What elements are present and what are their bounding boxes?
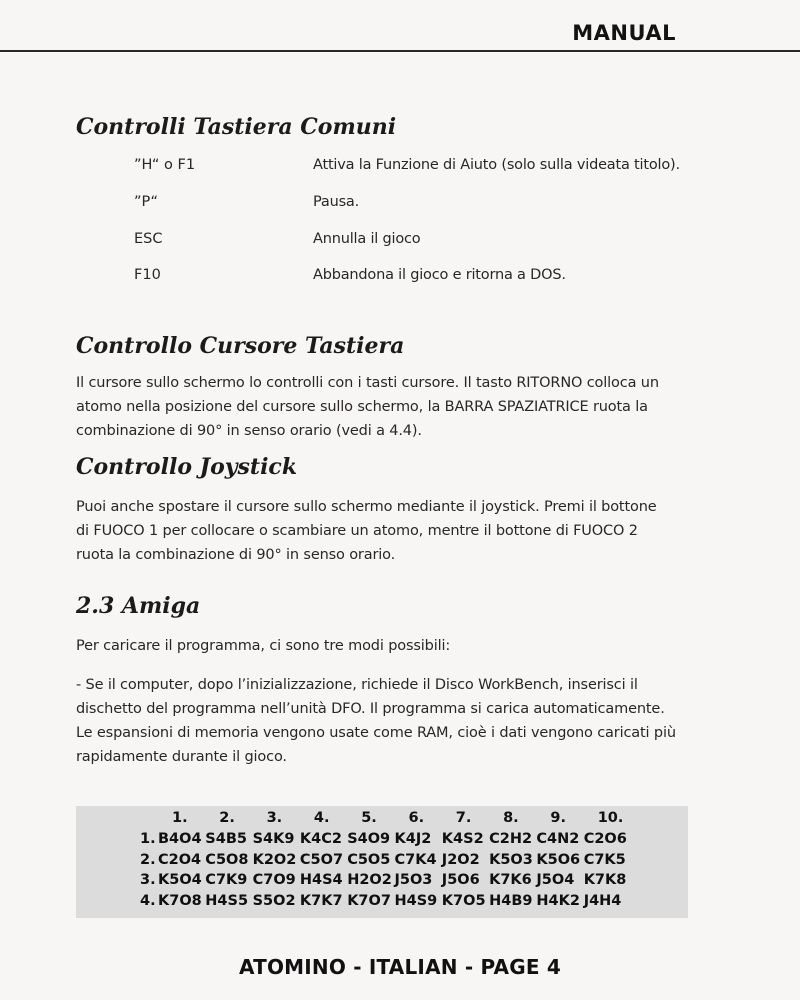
password-code: C7O9	[252, 872, 296, 888]
key-label: ESC	[134, 231, 163, 247]
password-code: S4O9	[347, 831, 391, 847]
password-code: C4N2	[536, 831, 580, 847]
page-footer: ATOMINO - ITALIAN - PAGE 4	[239, 955, 561, 979]
password-code: C2O4	[158, 851, 202, 868]
password-code: C5O5	[347, 851, 391, 868]
password-code: C2O6	[583, 831, 627, 847]
amiga-paragraph	[76, 673, 694, 769]
password-code: K7O5	[441, 892, 486, 909]
password-code: K4S2	[441, 831, 484, 847]
password-code: J4H4	[583, 892, 622, 909]
key-description: Pausa.	[313, 194, 360, 210]
paragraph-line: - Se il computer, dopo l’inizializzazione, richiede il Disco WorkBench, inserisci il	[76, 677, 638, 693]
paragraph-line: di FUOCO 1 per collocare o scambiare un atomo, mentre il bottone di FUOCO 2	[76, 523, 638, 539]
page-header	[0, 0, 800, 52]
password-code: H4S9	[394, 892, 438, 909]
key-label: ”P“	[134, 194, 159, 210]
heading-cursor-control: Controllo Cursore Tastiera	[76, 333, 405, 359]
password-code: K4J2	[394, 831, 432, 847]
password-code: H2O2	[347, 872, 392, 888]
key-row-f10	[0, 267, 800, 289]
key-label: F10	[134, 267, 161, 283]
key-description: Annulla il gioco	[313, 231, 421, 247]
joystick-paragraph	[76, 495, 694, 567]
password-table	[76, 806, 688, 918]
password-column-header: 6.	[408, 810, 425, 826]
key-description: Attiva la Funzione di Aiuto (solo sulla videata titolo).	[313, 157, 680, 173]
password-code: K7O7	[347, 892, 391, 909]
paragraph-line: Per caricare il programma, ci sono tre modi possibili:	[76, 638, 451, 654]
header-rule	[0, 50, 800, 52]
password-code: K7K7	[299, 892, 343, 909]
paragraph-line: rapidamente durante il gioco.	[76, 749, 287, 765]
password-code: H4S4	[299, 872, 343, 888]
password-column-header: 1.	[172, 810, 188, 826]
paragraph-line: atomo nella posizione del cursore sullo schermo, la BARRA SPAZIATRICE ruota la	[76, 399, 648, 415]
paragraph-line: combinazione di 90° in senso orario (vedi a 4.4).	[76, 423, 422, 439]
heading-keyboard-common: Controlli Tastiera Comuni	[76, 114, 397, 140]
password-column-header: 2.	[219, 810, 235, 826]
password-row-label: 3.	[140, 872, 156, 888]
password-code: K5O3	[489, 851, 533, 868]
password-code: C5O8	[205, 851, 249, 868]
password-column-header: 3.	[266, 810, 283, 826]
password-code: J5O6	[441, 872, 480, 888]
password-row	[76, 831, 688, 851]
password-code: S5O2	[252, 892, 296, 909]
password-code: H4S5	[205, 892, 249, 909]
password-code: K5O4	[158, 872, 202, 888]
paragraph-line: Le espansioni di memoria vengono usate come RAM, cioè i dati vengono caricati più	[76, 725, 676, 741]
manual-label: MANUAL	[572, 21, 676, 45]
password-row-label: 2.	[140, 851, 156, 868]
heading-amiga: 2.3 Amiga	[76, 593, 201, 619]
key-row-help	[0, 157, 800, 179]
password-code: K5O6	[536, 851, 581, 868]
password-code: J5O4	[536, 872, 575, 888]
password-code: J5O3	[394, 872, 433, 888]
paragraph-line: Puoi anche spostare il cursore sullo schermo mediante il joystick. Premi il bottone	[76, 499, 657, 515]
password-code: H4B9	[489, 892, 533, 909]
password-code: B4O4	[158, 831, 202, 847]
password-row	[76, 872, 688, 892]
password-column-header: 7.	[455, 810, 472, 826]
password-code: K7K6	[489, 872, 532, 888]
key-row-pause	[0, 194, 800, 216]
password-code: H4K2	[536, 892, 580, 909]
password-column-header: 10.	[597, 810, 624, 826]
password-code: C2H2	[489, 831, 533, 847]
amiga-intro	[76, 634, 694, 658]
password-code: K7O8	[158, 892, 202, 909]
paragraph-line: Il cursore sullo schermo lo controlli con i tasti cursore. Il tasto RITORNO colloca un	[76, 375, 659, 391]
paragraph-line: ruota la combinazione di 90° in senso orario.	[76, 547, 396, 563]
password-code: S4B5	[205, 831, 247, 847]
key-label: ”H“ o F1	[134, 157, 196, 173]
password-header-row	[76, 810, 688, 830]
key-row-esc	[0, 231, 800, 253]
password-code: C7K9	[205, 872, 248, 888]
password-code: C7K4	[394, 851, 437, 868]
password-code: K2O2	[252, 851, 297, 868]
password-code: S4K9	[252, 831, 295, 847]
password-row	[76, 893, 688, 913]
password-code: K7K8	[583, 872, 627, 888]
password-row-label: 4.	[140, 892, 156, 909]
password-code: C5O7	[299, 851, 344, 868]
heading-joystick-control: Controllo Joystick	[76, 454, 298, 480]
password-column-header: 8.	[503, 810, 519, 826]
key-description: Abbandona il gioco e ritorna a DOS.	[313, 267, 566, 283]
password-code: J2O2	[441, 851, 480, 868]
password-row-label: 1.	[140, 831, 156, 847]
password-code: C7K5	[583, 851, 626, 868]
paragraph-line: dischetto del programma nell’unità DFO. Il programma si carica automaticamente.	[76, 701, 665, 717]
password-code: K4C2	[299, 831, 342, 847]
cursor-paragraph	[76, 371, 694, 443]
password-column-header: 4.	[313, 810, 330, 826]
password-column-header: 5.	[361, 810, 377, 826]
password-column-header: 9.	[550, 810, 566, 826]
password-row	[76, 852, 688, 872]
